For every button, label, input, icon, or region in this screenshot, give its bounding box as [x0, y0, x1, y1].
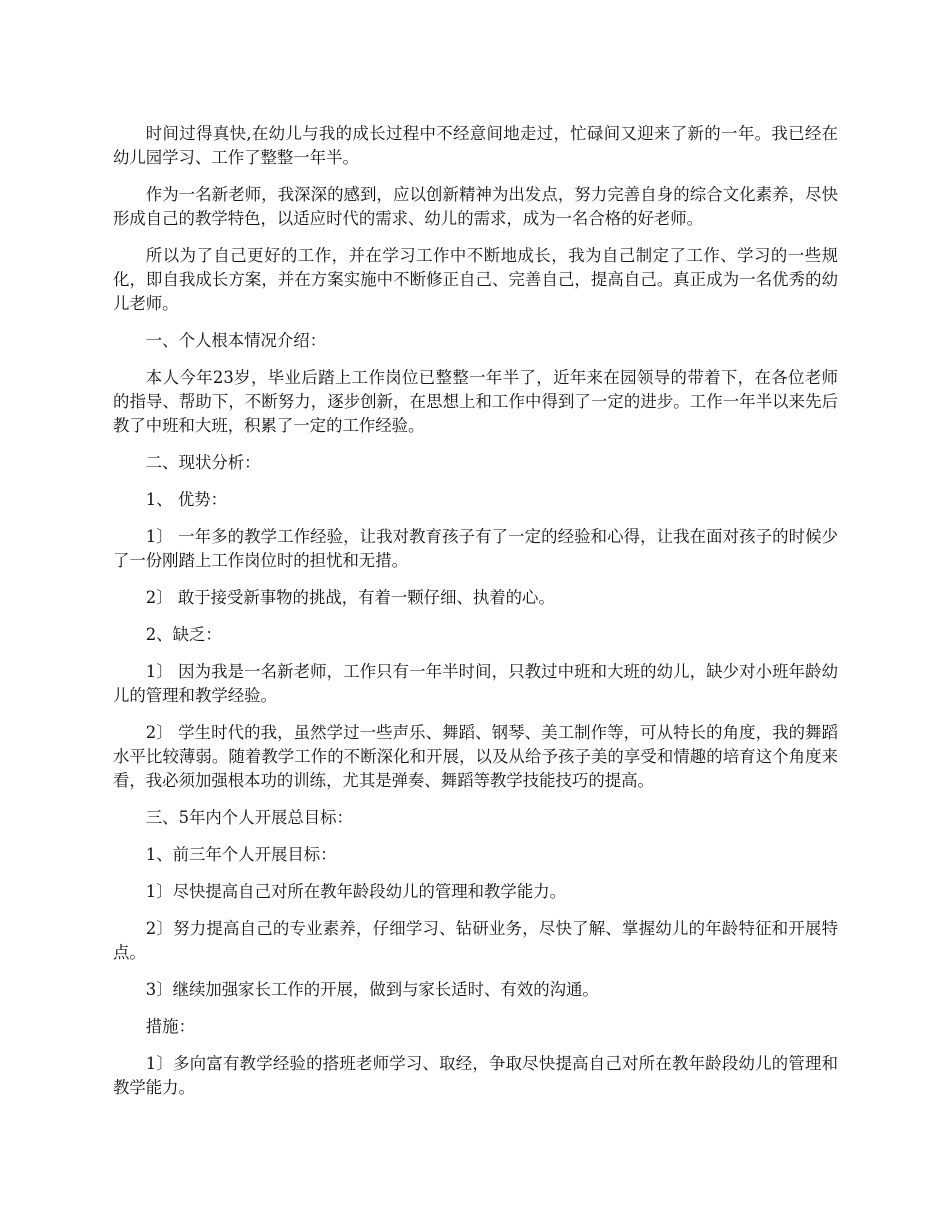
list-item-strength-1: 1〕 一年多的教学工作经验，让我对教育孩子有了一定的经验和心得，让我在面对孩子的时候少了一份刚踏上工作岗位时的担忧和无措。 — [113, 527, 838, 570]
section-heading-basic-info: 一、个人根本情况介绍： — [145, 331, 327, 350]
list-item-goal-2: 2〕努力提高自己的专业素养，仔细学习、钻研业务，尽快了解、掌握幼儿的年龄特征和开展特点。 — [113, 919, 838, 962]
list-item-measure-1: 1〕多向富有教学经验的搭班老师学习、取经，争取尽快提高自己对所在教年龄段幼儿的管理和教学能力。 — [113, 1054, 838, 1097]
paragraph-intro-1: 时间过得真快,在幼儿与我的成长过程中不经意间地走过，忙碌间又迎来了新的一年。我已经在幼儿园学习、工作了整整一年半。 — [113, 124, 838, 167]
list-item-strength-2: 2〕 敢于接受新事物的挑战，有着一颗仔细、执着的心。 — [145, 588, 555, 607]
subheading-weaknesses: 2、缺乏： — [145, 625, 222, 644]
list-item-weakness-2: 2〕 学生时代的我，虽然学过一些声乐、舞蹈、钢琴、美工制作等，可从特长的角度，我的舞蹈水平比较薄弱。随着教学工作的不断深化和开展，以及从给予孩子美的享受和情趣的培育这个角度来看，我必须加强根本功的训练，尤其是弹奏、舞蹈等教学技能技巧的提高。 — [113, 723, 838, 790]
list-item-goal-1: 1〕尽快提高自己对所在教年龄段幼儿的管理和教学能力。 — [145, 882, 566, 901]
paragraph-intro-3: 所以为了自己更好的工作，并在学习工作中不断地成长，我为自己制定了工作、学习的一些规化，即自我成长方案，并在方案实施中不断修正自己、完善自己，提高自己。真正成为一名优秀的幼儿老师。 — [113, 246, 838, 313]
section-heading-goals: 三、5年内个人开展总目标： — [145, 808, 353, 827]
subheading-measures: 措施： — [145, 1017, 195, 1036]
subheading-three-year-goals: 1、前三年个人开展目标： — [145, 845, 337, 864]
list-item-goal-3: 3〕继续加强家长工作的开展，做到与家长适时、有效的沟通。 — [145, 980, 599, 999]
subheading-strengths: 1、 优势： — [145, 490, 227, 509]
section-heading-analysis: 二、现状分析： — [145, 453, 261, 472]
paragraph-intro-2: 作为一名新老师，我深深的感到，应以创新精神为出发点，努力完善自身的综合文化素养，尽快形成自己的教学特色，以适应时代的需求、幼儿的需求，成为一名合格的好老师。 — [113, 185, 838, 228]
list-item-weakness-1: 1〕 因为我是一名新老师，工作只有一年半时间，只教过中班和大班的幼儿，缺少对小班年龄幼儿的管理和教学经验。 — [113, 662, 838, 705]
paragraph-basic-info: 本人今年23岁，毕业后踏上工作岗位已整整一年半了，近年来在园领导的带着下，在各位老师的指导、帮助下，不断努力，逐步创新，在思想上和工作中得到了一定的进步。工作一年半以来先后教了中班和大班，积累了一定的工作经验。 — [113, 368, 838, 435]
